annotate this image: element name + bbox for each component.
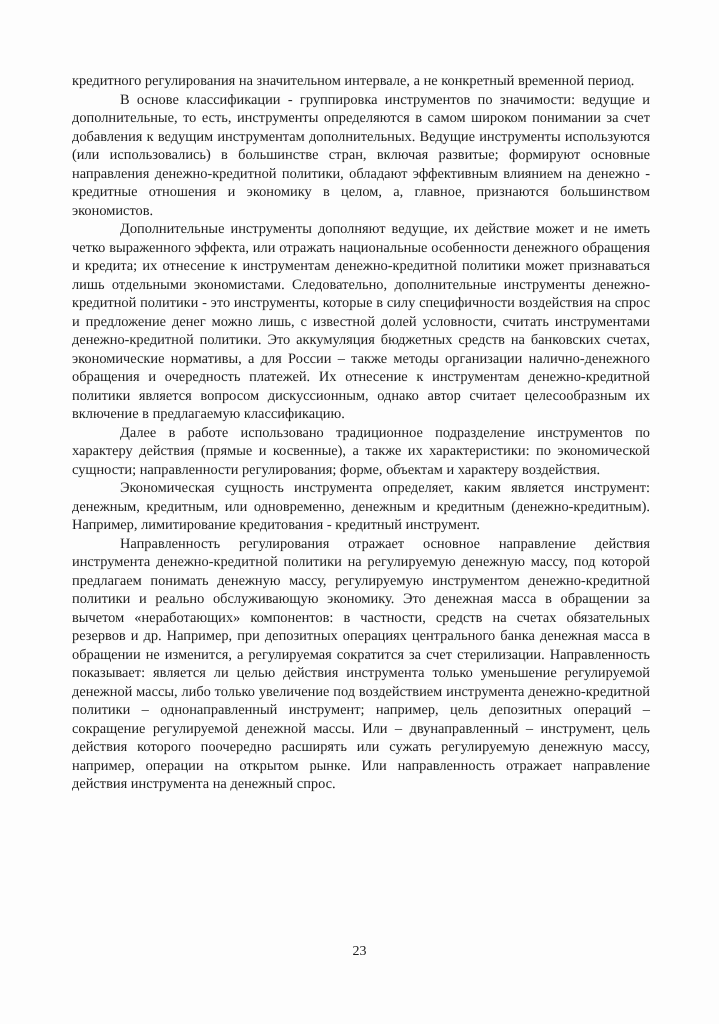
body-text [72,72,650,794]
paragraph-classification-basis: В основе классификации - группировка инструментов по значимости: ведущие и дополнительные, то есть, инструменты определяются в самом широком понимании за счет добавления к ведущим инструментам дополнительных. Ведущие инструменты используются (или использовались) в большинстве стран, включая развитые; формируют основные направления денежно-кредитной политики, обладают эффективным влиянием на денежно - кредитные отношения и экономику в целом, а, главное, признаются большинством экономистов. [72,91,650,219]
paragraph-continuation: кредитного регулирования на значительном интервале, а не конкретный временной период. [72,73,635,89]
paragraph-economic-essence: Экономическая сущность инструмента определяет, каким является инструмент: денежным, кредитным, или одновременно, денежным и кредитным (денежно-кредитным). Например, лимитирование кредитования - кредитный инструмент. [72,480,650,533]
paragraph-traditional-division: Далее в работе использовано традиционное подразделение инструментов по характеру действия (прямые и косвенные), а также их характеристики: по экономической сущности; направленности регулирования; форме, объектам и характеру воздействия. [72,424,650,478]
paragraph-additional-instruments: Дополнительные инструменты дополняют ведущие, их действие может и не иметь четко выраженного эффекта, или отражать национальные особенности денежного обращения и кредита; их отнесение к инструментам денежно-кредитной политики может признаваться лишь отдельными экономистами. Следовательно, дополнительные инструменты денежно-кредитной политики - это инструменты, которые в силу специфичности воздействия на спрос и предложение денег можно лишь, с известной долей условности, считать инструментами денежно-кредитной политики. Это аккумуляция бюджетных средств на банковских счетах, экономические нормативы, а для России – также методы организации налично-денежного обращения и очередность платежей. Их отнесение к инструментам денежно-кредитной политики является вопросом дискуссионным, однако автор считает целесообразным их включение в предлагаемую классификацию. [72,221,650,422]
paragraph-regulation-direction: Направленность регулирования отражает основное направление действия инструмента денежно-кредитной политики на регулируемую денежную массу, под которой предлагаем понимать денежную массу, регулируемую инструментом денежно-кредитной политики и реально обслуживающую экономику. Это денежная масса в обращении за вычетом «неработающих» компонентов: в частности, средств на счетах обязательных резервов и др. Например, при депозитных операциях центрального банка денежная масса в обращении не изменится, а регулируемая сократится за счет стерилизации. Направленность показывает: является ли целью действия инструмента только уменьшение регулируемой денежной массы, либо только увеличение под воздействием инструмента денежно-кредитной политики – однонаправленный инструмент; например, цель депозитных операций – сокращение регулируемой денежной массы. Или – двунаправленный – инструмент, цель действия которого поочередно расширять или сужать регулируемую денежную массу, например, операции на открытом рынке. Или направленность отражает направление действия инструмента на денежный спрос. [72,535,650,792]
page-number: 23 [352,944,367,959]
